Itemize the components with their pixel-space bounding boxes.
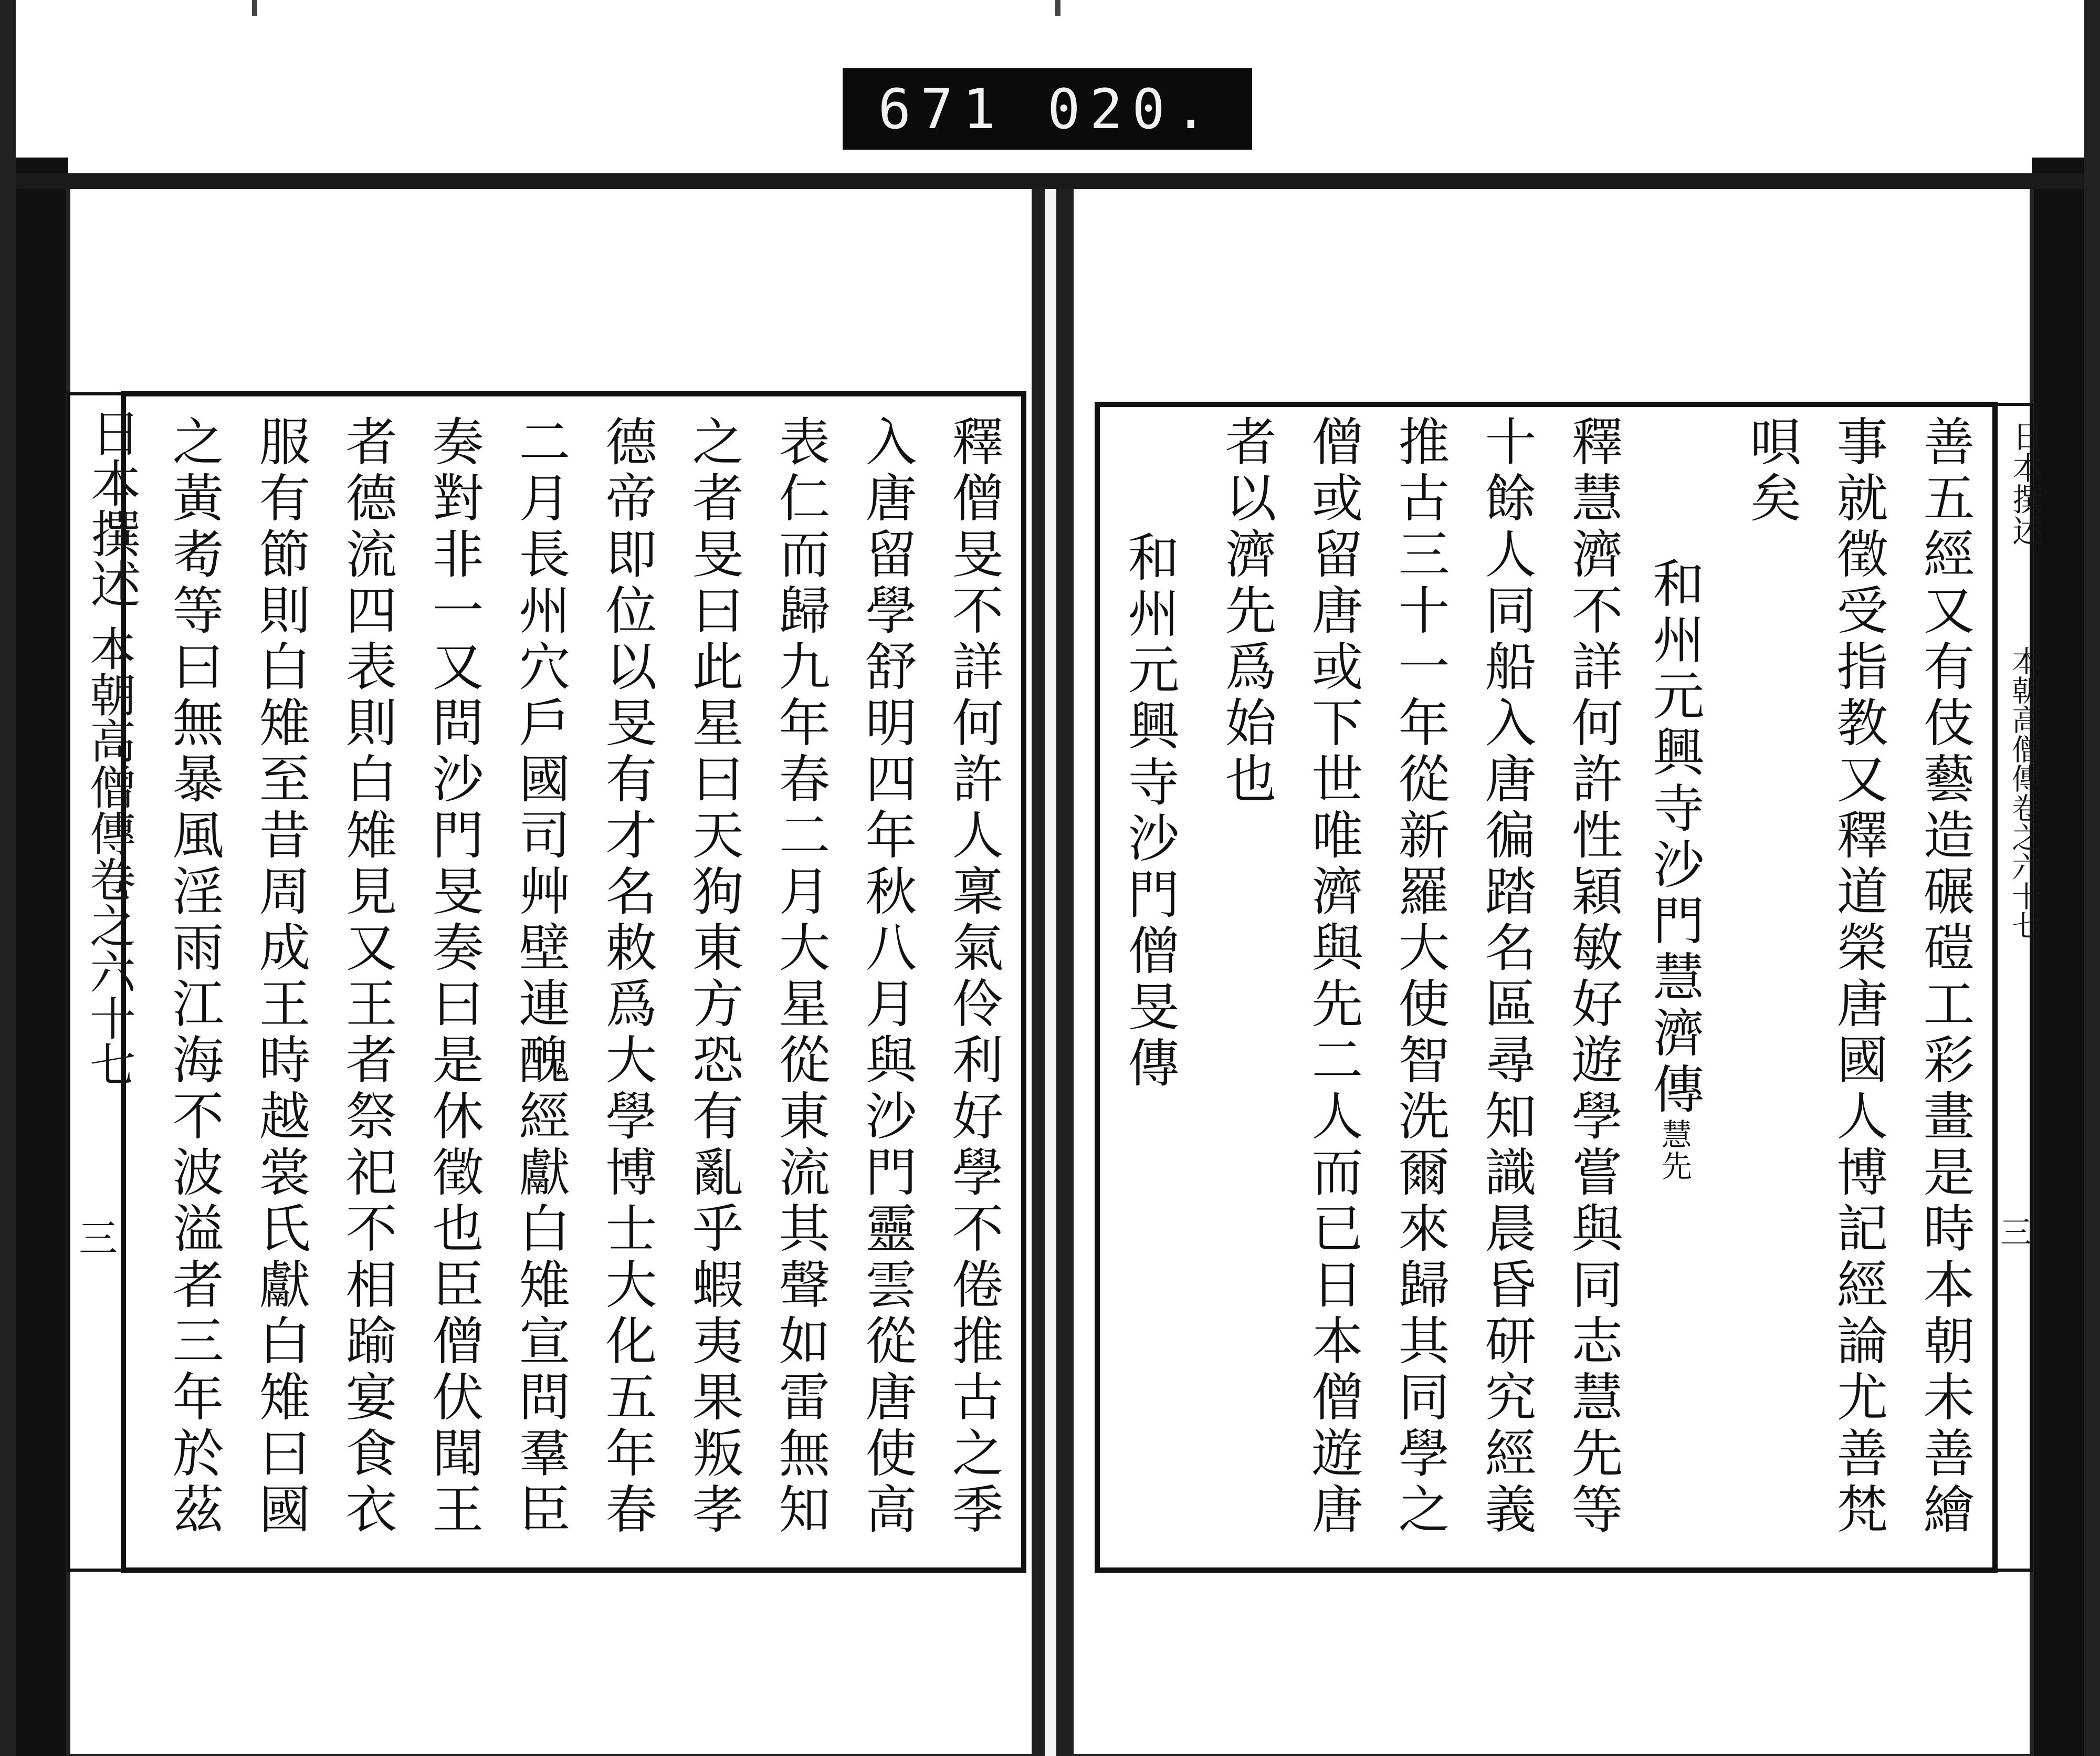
section-title-sengmin: 和州元興寺沙門僧旻傳	[1119, 530, 1179, 1092]
right-page-header-title: 本朝高僧傳卷之六十七	[2007, 646, 2041, 940]
right-column-1: 善五經又有伎藝造碾磑工彩畫是時本朝未善繪	[1915, 415, 1975, 1539]
huiji-column-2: 十餘人同船入唐徧踏名區尋知識晨昏研究經義	[1476, 415, 1536, 1539]
left-column-3: 表仁而歸九年春二月大星從東流其聲如雷無知	[770, 415, 830, 1539]
left-column-4: 之者旻曰此星曰天狗東方恐有亂乎蝦夷果叛孝	[684, 415, 743, 1539]
left-page-header-title: 本朝高僧傳卷之六十七	[82, 625, 136, 1087]
huiji-column-1: 釋慧濟不詳何許性穎敏好遊學嘗與同志慧先等	[1563, 415, 1623, 1539]
left-column-1: 釋僧旻不詳何許人稟氣伶利好學不倦推古之季	[943, 415, 1003, 1539]
right-page-folio: 三	[2000, 1215, 2032, 1251]
left-column-2: 入唐留學舒明四年秋八月與沙門靈雲從唐使高	[857, 415, 917, 1539]
right-column-2: 事就徵受指教又釋道榮唐國人博記經論尤善梵	[1828, 415, 1888, 1539]
huiji-column-5: 者以濟先爲始也	[1216, 415, 1276, 808]
huiji-column-4: 僧或留唐或下世唯濟與先二人而已日本僧遊唐	[1303, 415, 1363, 1539]
section-title-huiji	[1644, 557, 1704, 1182]
right-page-header: 日本撰述	[2007, 420, 2044, 546]
left-column-7: 奏對非一又問沙門旻奏曰是休徵也臣僧伏聞王	[424, 415, 484, 1539]
left-column-6: 二月長州穴戶國司艸壁連醜經獻白雉宣問羣臣	[510, 415, 570, 1539]
left-page-header: 日本撰述	[82, 407, 141, 609]
huiji-column-3: 推古三十一年從新羅大使智洗爾來歸其同學之	[1390, 415, 1450, 1539]
left-column-5: 德帝即位以旻有才名敕爲大學博士大化五年春	[597, 415, 657, 1539]
archive-id-label: 671 020.	[843, 68, 1252, 150]
left-page-folio: 三	[79, 1216, 118, 1261]
section-title-huiji-note: 慧先	[1656, 1119, 1692, 1182]
right-column-3: 唄矣	[1741, 415, 1801, 527]
left-column-8: 者德流四表則白雉見又王者祭祀不相踰宴食衣	[337, 415, 397, 1539]
left-column-9: 服有節則白雉至昔周成王時越裳氏獻白雉曰國	[250, 415, 310, 1539]
left-column-10: 之黃耇等曰無暴風淫雨江海不波溢者三年於茲	[164, 415, 224, 1539]
section-title-huiji-text: 和州元興寺沙門慧濟傳	[1644, 557, 1704, 1119]
